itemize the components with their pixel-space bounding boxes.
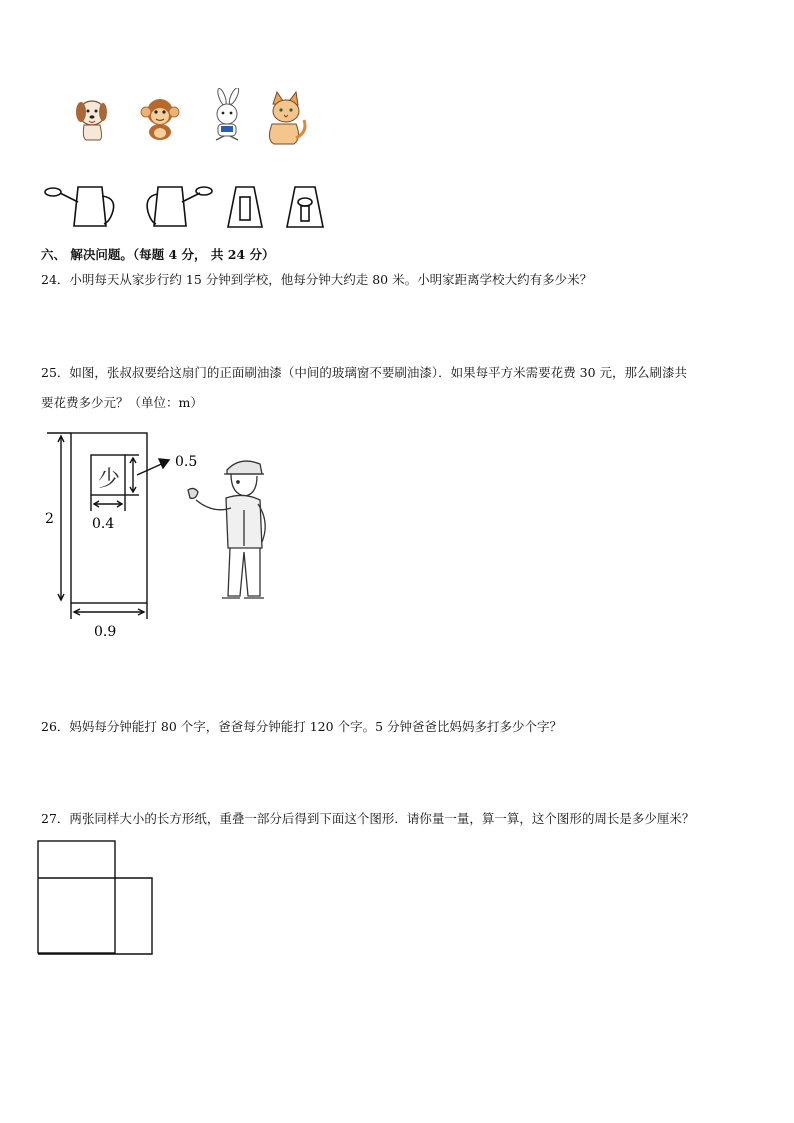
trapezoid-box-keyhole-icon [287,187,323,227]
question-25-line2: 要花费多少元？（单位：m） [41,395,203,410]
rabbit-icon [216,88,241,140]
width-label: 0.9 [94,624,117,640]
overlapping-rectangles-figure [36,838,160,960]
question-26: 26．妈妈每分钟能打 80 个字，爸爸每分钟能打 120 个字。5 分钟爸爸比妈妈多打多少个字？ [41,719,562,734]
section-title: 六、 解决问题。（每题 4 分， 共 24 分） [41,247,275,262]
cat-icon [269,92,305,144]
trapezoid-box-icon [228,187,262,227]
worker-icon [188,461,265,598]
window-height-label: 0.5 [175,454,198,470]
question-24: 24．小明每天从家步行约 15 分钟到学校，他每分钟大约走 80 米。小明家距离学校大约有多少米？ [41,272,593,287]
height-label: 2 [45,511,54,527]
dog-icon [76,101,107,140]
window-width-label: 0.4 [92,516,115,532]
question-25-line1: 25．如图，张叔叔要给这扇门的正面刷油漆（中间的玻璃窗不要刷油漆）．如果每平方米需要花费 30 元，那么刷漆共 [41,365,688,380]
right-rectangle [38,878,152,954]
top-rectangle [38,841,115,953]
question-27: 27．两张同样大小的长方形纸，重叠一部分后得到下面这个图形．请你量一量，算一算，这个图形的周长是多少厘米？ [41,811,695,826]
animals-row [68,88,318,150]
monkey-icon [141,99,179,140]
door-figure [38,428,318,643]
watering-can-icon [45,187,114,226]
window-glyph: 少 [98,467,121,492]
objects-row [40,180,340,235]
watering-can-icon [147,187,212,226]
